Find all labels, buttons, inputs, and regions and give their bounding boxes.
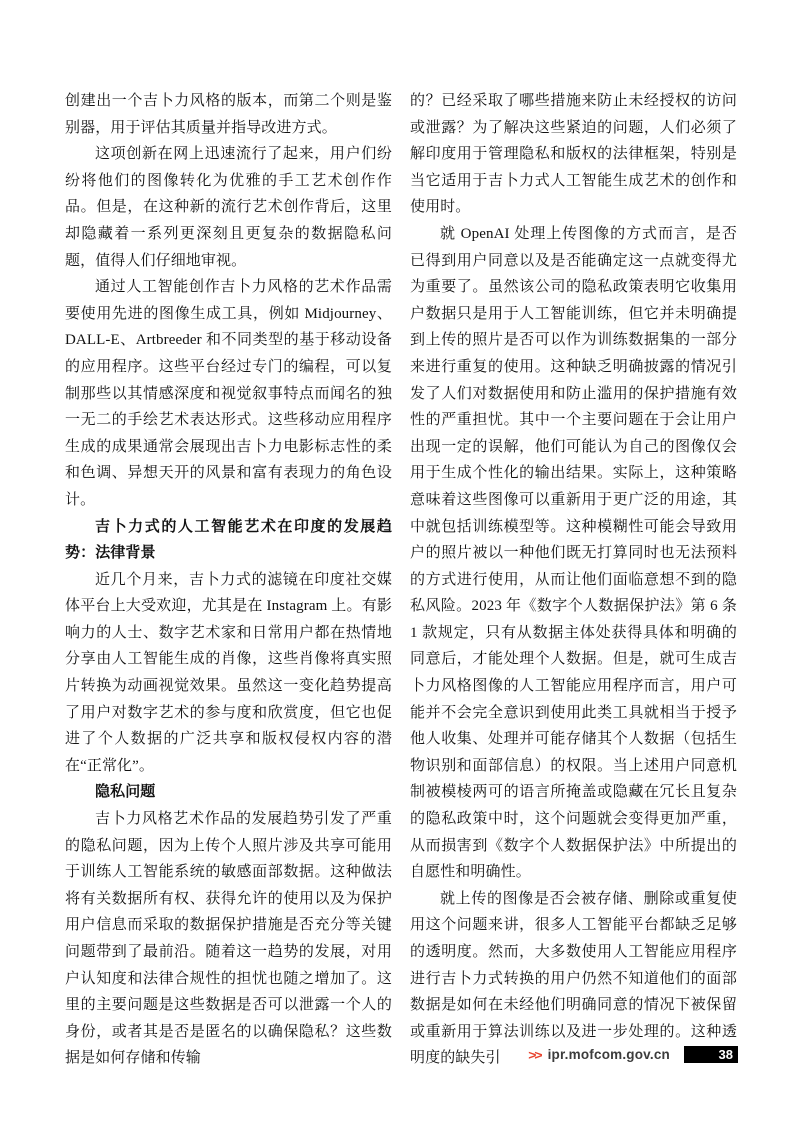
right-paragraph-transparency: 就上传的图像是否会被存储、删除或重复使用这个问题来讲，很多人工智能平台都缺乏足够的透明度。然而，大多数使用人工智能应用程序进行吉卜力式转换的用户仍然不知道他们的面部数据是如何在未经他们明确同意的情况下被保留或重新用于算法训练以及进一步处理的。这种透明度的缺失引 — [410, 890, 737, 1067]
left-paragraph-instagram: 近几个月来，吉卜力式的滤镜在印度社交媒体平台上大受欢迎，尤其是在 Instagram 上。有影响力的人士、数字艺术家和日常用户都在热情地分享由人工智能生成的肖像，这些肖像将真实照片转换为动画视觉效果。虽然这一变化趋势提高了用户对数字艺术的参与度和欣赏度，但它也促进了个人数据的广泛共享和版权侵权内容的潜在“正常化”。 — [65, 571, 392, 774]
left-paragraph-tools: 通过人工智能创作吉卜力风格的艺术作品需要使用先进的图像生成工具，例如 Midjourney、DALL-E、Artbreeder 和不同类型的基于移动设备的应用程序。这些平台经过专门的编程，可以复制那些以其情感深度和视觉叙事特点而闻名的独一无二的手绘艺术表达形式。这些移动应用程序生成的成果通常会展现出吉卜力电影标志性的柔和色调、异想天开的风景和富有表现力的角色设计。 — [65, 279, 392, 508]
section-heading-india-trends: 吉卜力式的人工智能艺术在印度的发展趋势：法律背景 — [65, 517, 392, 562]
footer-site-url[interactable]: ipr.mofcom.gov.cn — [547, 1047, 670, 1062]
double-chevron-icon: >> — [528, 1047, 541, 1062]
left-paragraph-privacy-issues: 吉卜力风格艺术作品的发展趋势引发了严重的隐私问题，因为上传个人照片涉及共享可能用于训练人工智能系统的敏感面部数据。这种做法将有关数据所有权、获得允许的使用以及为保护用户信息而采取的数据保护措施是否充分等关键问题带到了最前沿。随着这一趋势的发展，对用户认知度和法律合规性的担忧也随之增加了。这里的主要问题是这些数据是否可以泄露一个人的身份，或者其是否是匿名的以确保隐私？这些数据是如何存储和传输 — [65, 811, 392, 1067]
right-paragraph-continuation: 的？已经采取了哪些措施来防止未经授权的访问或泄露？为了解决这些紧迫的问题，人们必须了解印度用于管理隐私和版权的法律框架，特别是当它适用于吉卜力式人工智能生成艺术的创作和使用时。 — [410, 93, 737, 216]
left-column — [65, 88, 392, 1072]
page-number-badge: 38 — [684, 1046, 738, 1063]
left-paragraph-trend: 这项创新在网上迅速流行了起来，用户们纷纷将他们的图像转化为优雅的手工艺术创作作品。但是，在这种新的流行艺术创作背后，这里却隐藏着一系列更深刻且更复杂的数据隐私问题，值得人们仔细地审视。 — [65, 146, 392, 269]
left-paragraph-continuation: 创建出一个吉卜力风格的版本，而第二个则是鉴别器，用于评估其质量并指导改进方式。 — [65, 93, 392, 136]
page-footer — [528, 1046, 738, 1063]
section-heading-privacy: 隐私问题 — [95, 783, 156, 801]
right-column — [410, 88, 737, 1072]
right-paragraph-openai-consent: 就 OpenAI 处理上传图像的方式而言，是否已得到用户同意以及是否能确定这一点就变得尤为重要了。虽然该公司的隐私政策表明它收集用户数据只是用于人工智能训练，但它并未明确提到上传的照片是否可以作为训练数据集的一部分来进行重复的使用。这种缺乏明确披露的情况引发了人们对数据使用和防止滥用的保护措施有效性的严重担忧。其中一个主要问题在于会让用户出现一定的误解，他们可能认为自己的图像仅会用于生成个性化的输出结果。实际上，这种策略意味着这些图像可以重新用于更广泛的用途，其中就包括训练模型等。这种模糊性可能会导致用户的照片被以一种他们既无打算同时也无法预料的方式进行使用，从而让他们面临意想不到的隐私风险。2023 年《数字个人数据保护法》第 6 条 1 款规定，只有从数据主体处获得具体和明确的同意后，才能处理个人数据。但是，就可生成吉卜力风格图像的人工智能应用程序而言，用户可能并不会完全意识到使用此类工具就相当于授予他人收集、处理并可能存储其个人数据（包括生物识别和面部信息）的权限。当上述用户同意机制被模棱两可的语言所掩盖或隐藏在冗长且复杂的隐私政策中时，这个问题就会变得更加严重，从而损害到《数字个人数据保护法》中所提出的自愿性和明确性。 — [410, 225, 737, 881]
two-column-text-area — [65, 88, 737, 1072]
